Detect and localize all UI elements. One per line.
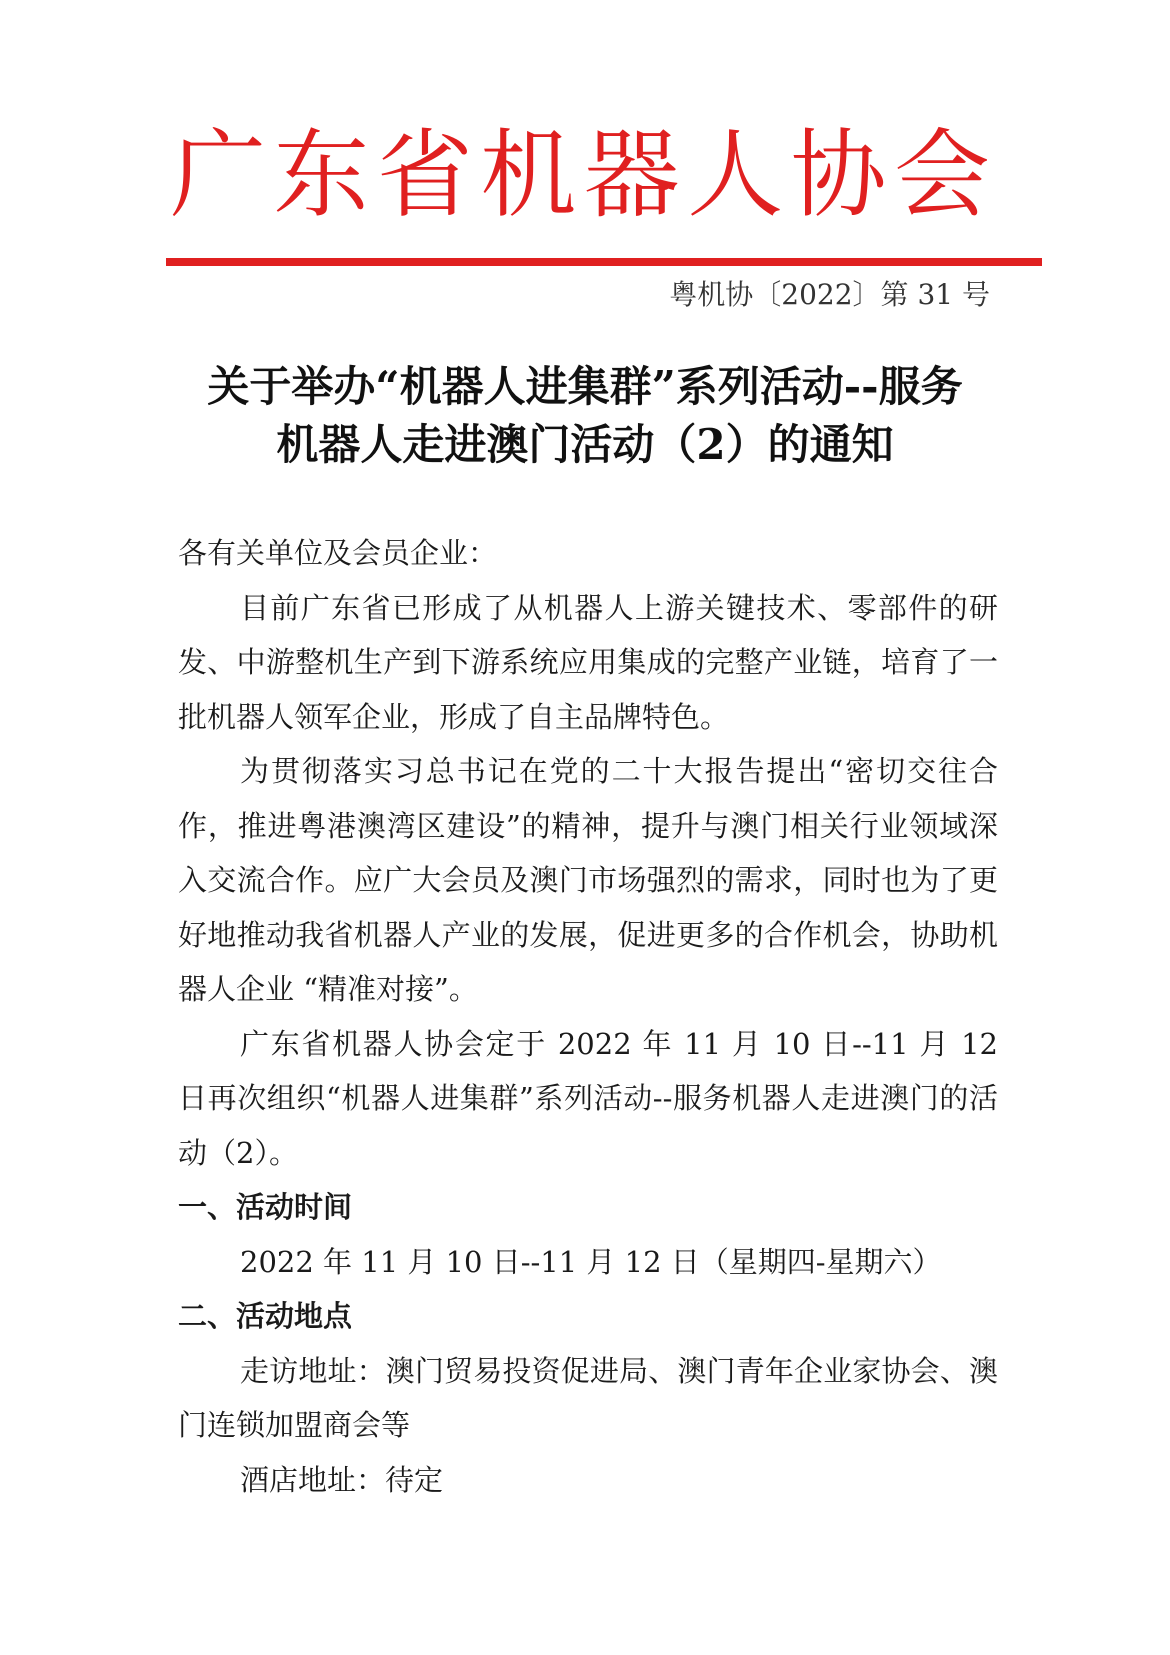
notice-title-line-1: 关于举办“机器人进集群”系列活动--服务 <box>207 362 963 411</box>
org-title-char: 广 <box>170 119 266 231</box>
notice-title <box>170 358 1000 474</box>
section-heading-location: 二、活动地点 <box>178 1299 353 1333</box>
org-title-char: 省 <box>376 119 473 231</box>
org-title-char: 人 <box>687 119 784 231</box>
header-divider <box>166 258 1042 266</box>
notice-body <box>178 526 998 1507</box>
section-heading-time: 一、活动时间 <box>178 1190 353 1224</box>
document-number: 粤机协〔2022〕第 31 号 <box>669 278 990 311</box>
activity-time: 2022 年 11 月 10 日--11 月 12 日（星期四-星期六） <box>240 1244 942 1279</box>
org-title-char: 会 <box>893 119 990 231</box>
organization-title <box>170 120 990 230</box>
visit-address: 走访地址：澳门贸易投资促进局、澳门青年企业家协会、澳门连锁加盟商会等 <box>178 1353 998 1442</box>
salutation: 各有关单位及会员企业： <box>178 536 498 570</box>
paragraph-2: 为贯彻落实习总书记在党的二十大报告提出“密切交往合作，推进粤港澳湾区建设”的精神，提升与澳门相关行业领域深入交流合作。应广大会员及澳门市场强烈的需求，同时也为了更好地推动我省机器人产业的发展，促进更多的合作机会，协助机器人企业 “精准对接”。 <box>178 754 998 1006</box>
paragraph-1: 目前广东省已形成了从机器人上游关键技术、零部件的研发、中游整机生产到下游系统应用集成的完整产业链，培育了一批机器人领军企业，形成了自主品牌特色。 <box>178 590 998 734</box>
org-title-char: 器 <box>583 119 680 231</box>
org-title-char: 协 <box>790 119 887 231</box>
org-title-char: 机 <box>480 119 577 231</box>
org-title-char: 东 <box>273 119 370 231</box>
notice-title-line-2: 机器人走进澳门活动（2）的通知 <box>276 420 894 469</box>
hotel-address: 酒店地址：待定 <box>240 1462 444 1497</box>
paragraph-3: 广东省机器人协会定于 2022 年 11 月 10 日--11 月 12 日再次组织“机器人进集群”系列活动--服务机器人走进澳门的活动（2）。 <box>178 1026 998 1170</box>
